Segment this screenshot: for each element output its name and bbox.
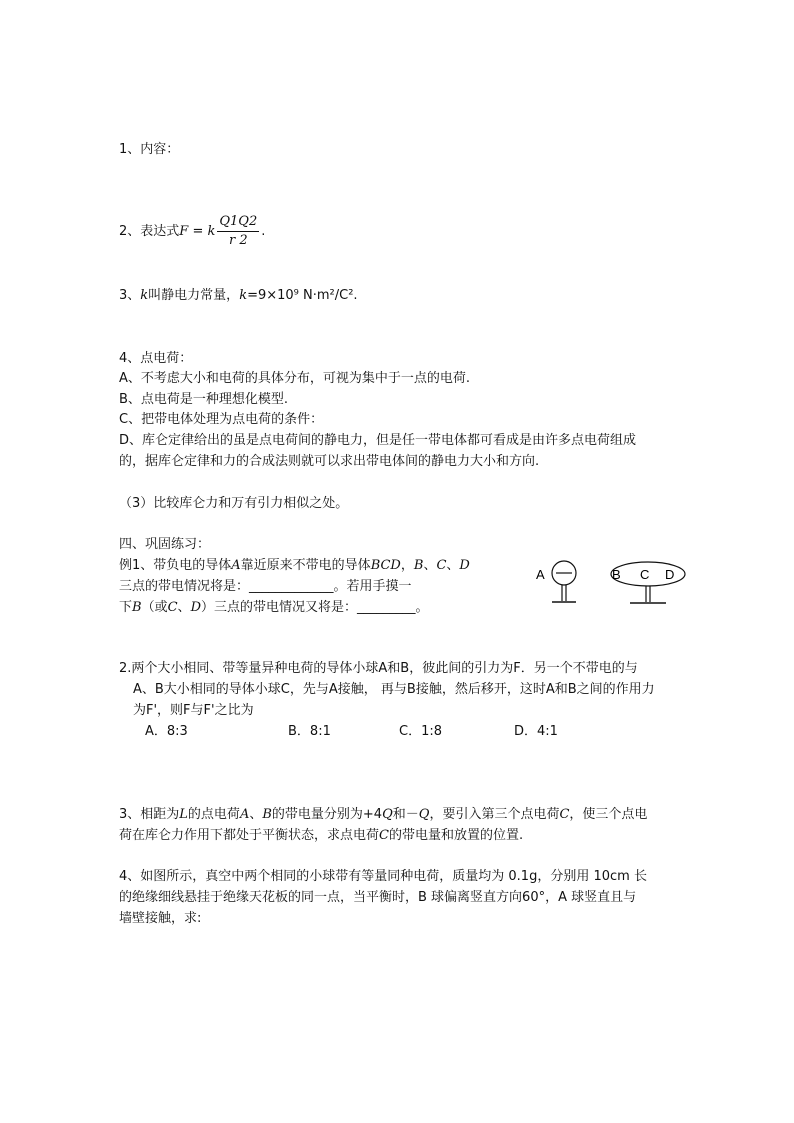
- q3-line1: [119, 805, 647, 824]
- ex1-line3: [119, 598, 429, 617]
- item-formula: [119, 212, 265, 252]
- constant-mid: 叫静电力常量，: [148, 288, 240, 303]
- ex1-line3-b: （或: [141, 600, 168, 615]
- q3-line2: [119, 826, 523, 845]
- q4-line1: 4、如图所示，真空中两个相同的小球带有等量同种电荷，质量均为 0.1g，分别用 10cm 长: [119, 869, 647, 884]
- figure-label-c: C: [640, 567, 650, 582]
- constant-prefix: 3、: [119, 288, 141, 303]
- ex1-line2: 三点的带电情况将是：_____________。若用手摸一: [119, 579, 412, 594]
- formula-fraction: [217, 213, 259, 250]
- item-content-label: 1、内容：: [119, 142, 180, 157]
- ex1-sep1: 、: [423, 558, 437, 573]
- q2-line2: A、B大小相同的导体小球C，先与A接触， 再与B接触，然后移开，这时A和B之间的作用力: [133, 682, 655, 697]
- q3-var-Q1: Q: [382, 807, 393, 822]
- formula-denominator: r 2: [228, 233, 248, 248]
- constant-k2: k: [239, 288, 248, 303]
- q3-text-f: ，使三个点电: [569, 807, 648, 822]
- compare-question: （3）比较库仑力和万有引力相似之处。: [119, 496, 349, 511]
- ex1-line1: [119, 556, 470, 575]
- ex1-line3-var-D: D: [190, 600, 201, 615]
- q4-line2: 的绝缘细线悬挂于绝缘天花板的同一点，当平衡时，B 球偏离竖直方向60°，A 球竖直且与: [119, 890, 637, 905]
- q3-sep: 、: [249, 807, 263, 822]
- ex1-line3-sep: 、: [177, 600, 191, 615]
- item-constant: [119, 286, 358, 305]
- q3-var-A: A: [239, 807, 250, 822]
- ex1-var-B: B: [413, 558, 424, 573]
- ex1-var-D: D: [459, 558, 470, 573]
- formula-numerator: Q1Q2: [217, 213, 259, 232]
- point-charge-d-line1: D、库仑定律给出的虽是点电荷间的静电力，但是任一带电体都可看成是由许多点电荷组成: [119, 433, 637, 448]
- q2-option-d: D．4:1: [514, 724, 558, 739]
- figure-label-a: A: [536, 567, 545, 582]
- ex1-line3-a: 下: [119, 600, 133, 615]
- q2-line1: 2.两个大小相同、带等量异种电荷的导体小球A和B，彼此间的引力为F．另一个不带电的与: [119, 661, 638, 676]
- q2-option-c: C．1:8: [399, 724, 442, 739]
- q2-options: [0, 722, 794, 741]
- q3-text-d: 和－: [392, 807, 419, 822]
- ex1-var-BCD: BCD: [370, 558, 401, 573]
- formula-eq: =: [188, 224, 208, 239]
- constant-k1: k: [140, 288, 149, 303]
- practice-heading: 四、巩固练习：: [119, 537, 211, 552]
- q4-line3: 墙壁接触，求:: [119, 911, 202, 926]
- point-charge-a: A、不考虑大小和电荷的具体分布，可视为集中于一点的电荷.: [119, 371, 471, 386]
- point-charge-c: C、把带电体处理为点电荷的条件：: [119, 412, 324, 427]
- formula-prefix: 2、表达式: [119, 224, 180, 239]
- q3-var-C2: C: [379, 828, 389, 843]
- ex1-text-a: 例1、带负电的导体: [119, 558, 232, 573]
- point-charge-title: 4、点电荷：: [119, 351, 193, 366]
- ex1-var-C: C: [436, 558, 447, 573]
- conductor-figure: [530, 553, 700, 613]
- q3-var-C1: C: [559, 807, 570, 822]
- q2-line3: 为F'，则F与F'之比为: [133, 703, 254, 718]
- formula-F: F: [179, 224, 189, 239]
- figure-label-b: B: [612, 567, 621, 582]
- q3-var-Q2: Q: [418, 807, 430, 822]
- q3-var-B: B: [262, 807, 272, 822]
- q2-option-b: B．8:1: [288, 724, 331, 739]
- q3-line2-b: 的带电量和放置的位置.: [388, 828, 524, 843]
- formula-k: k: [207, 224, 216, 239]
- q3-text-a: 3、相距为: [119, 807, 180, 822]
- q3-var-L: L: [179, 807, 188, 822]
- q3-line2-a: 荷在库仑力作用下都处于平衡状态，求点电荷: [119, 828, 380, 843]
- point-charge-b: B、点电荷是一种理想化模型.: [119, 392, 289, 407]
- q2-option-a: A．8:3: [145, 724, 188, 739]
- ex1-line3-var-C: C: [167, 600, 178, 615]
- formula-suffix: .: [261, 224, 266, 239]
- q3-text-c: 的带电量分别为+4: [271, 807, 383, 822]
- q3-text-b: 的点电荷: [187, 807, 240, 822]
- q3-text-e: ，要引入第三个点电荷: [429, 807, 560, 822]
- ex1-line3-var-B: B: [132, 600, 142, 615]
- point-charge-d-line2: 的，据库仑定律和力的合成法则就可以求出带电体间的静电力大小和方向.: [119, 454, 540, 469]
- ex1-line3-c: ）三点的带电情况又将是：_________。: [201, 600, 429, 615]
- figure-label-d: D: [665, 567, 675, 582]
- ex1-text-b: 靠近原来不带电的导体: [240, 558, 371, 573]
- ex1-sep2: 、: [446, 558, 460, 573]
- ex1-text-c: ，: [400, 558, 414, 573]
- ex1-var-A: A: [231, 558, 241, 573]
- constant-value: =9×10⁹ N·m²/C².: [247, 288, 358, 303]
